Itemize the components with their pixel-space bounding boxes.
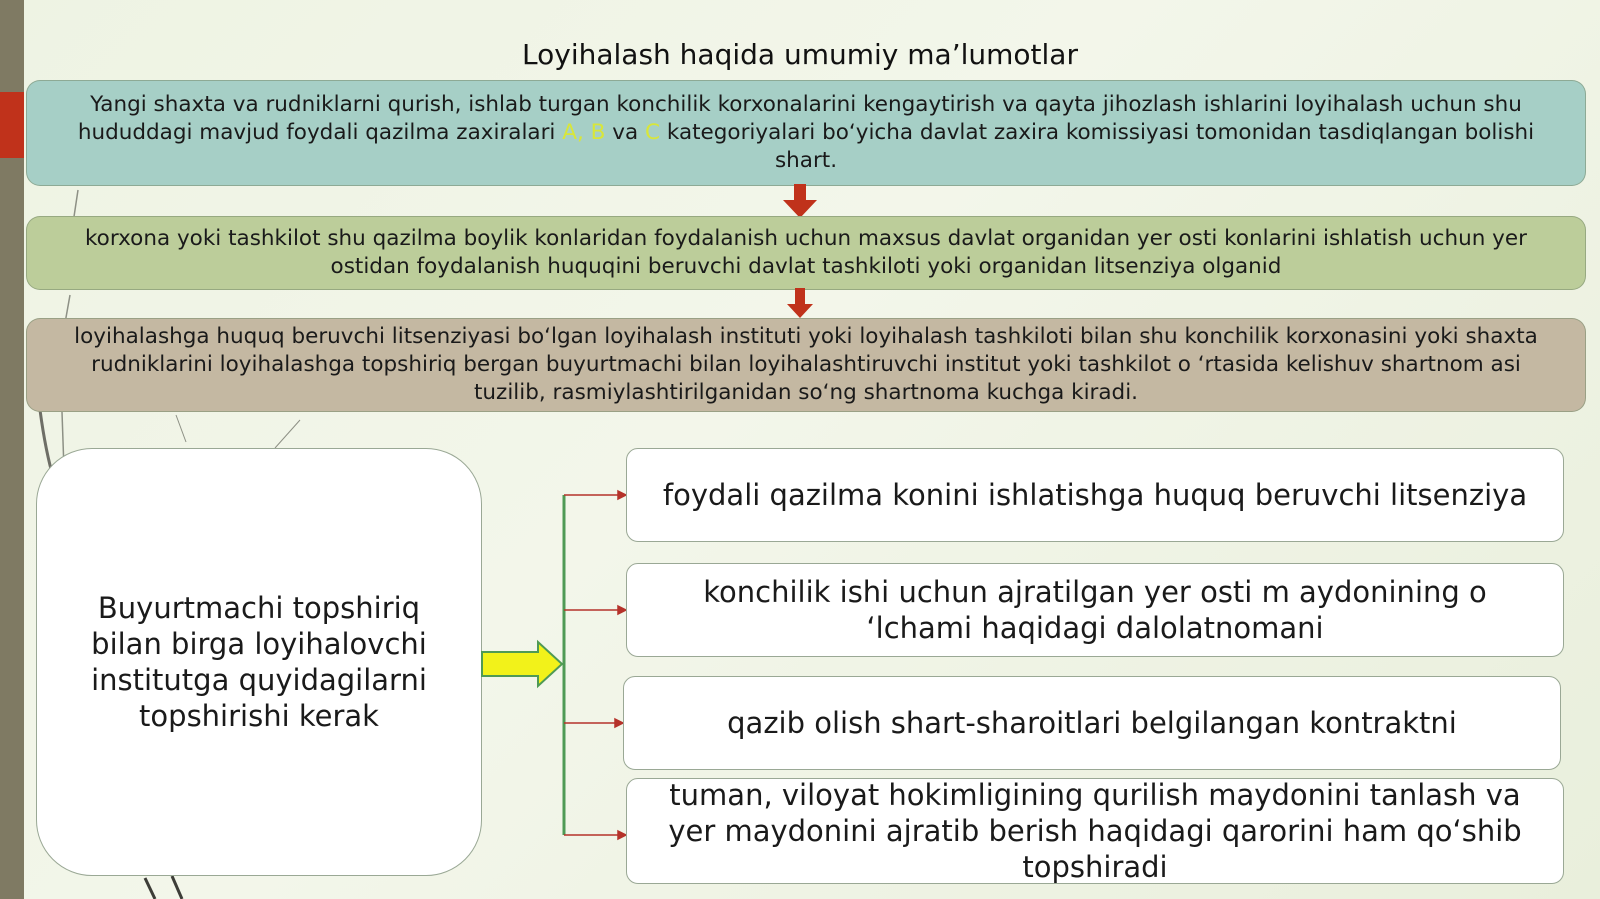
requirement-item-text: tuman, viloyat hokimligining qurilish maydonini tanlash va yer maydonini ajratib berish haqidagi qarorini ham qo‘shib topshiradi (668, 778, 1522, 884)
category-b-label: B (590, 120, 606, 145)
requirement-item (626, 448, 1564, 542)
requirement-item (626, 563, 1564, 657)
right-arrow-icon (482, 642, 562, 686)
requirement-item-text: konchilik ishi uchun ajratilgan yer osti m aydonining o ‘lchami haqidagi dalolatnomani (703, 575, 1487, 645)
step-2-text: korxona yoki tashkilot shu qazilma boylik konlaridan foydalanish uchun maxsus davlat organidan yer osti konlarini ishlatish uchun yer ostidan foydalanish huquqini beruvchi davlat tashkiloti yoki organidan litsenziya olganid (85, 226, 1527, 279)
step-3-text: loyihalashga huquq beruvchi litsenziyasi bo‘lgan loyihalash instituti yoki loyihalash tashkiloti bilan shu konchilik korxonasini yoki shaxta rudniklarini loyihalashga topshiriq bergan buyurtmachi bilan loyihalashtiruvchi institut yoki tashkilot o ‘rtasida kelishuv shartnom asi tuzilib, rasmiylashtirilganidan so‘ng shartnoma kuchga kiradi. (74, 324, 1538, 405)
category-separator: , (576, 120, 584, 145)
step-1-text: Yangi shaxta va rudniklarni qurish, ishlab turgan konchilik korxonalarini kengaytirish va qayta jihozlash ishlarini loyihalash uchun shu hududdagi mavjud foydali qazilma zaxiralari A, B va C kategoriyalari bo‘yicha davlat zaxira komissiyasi tomonidan tasdiqlangan bolishi shart. (77, 92, 1535, 173)
category-a-label: A (562, 120, 577, 145)
requirement-item (623, 676, 1561, 770)
requirement-item (626, 778, 1564, 884)
requirements-heading: Buyurtmachi topshiriq bilan birga loyihalovchi institutga quyidagilarni topshirishi kerak (91, 591, 427, 733)
category-c-label: C (645, 120, 661, 145)
requirement-item-text: qazib olish shart-sharoitlari belgilangan kontraktni (727, 706, 1457, 740)
slide-title: Loyihalash haqida umumiy ma’lumotlar (522, 38, 1078, 71)
requirement-item-text: foydali qazilma konini ishlatishga huquq beruvchi litsenziya (662, 478, 1528, 512)
